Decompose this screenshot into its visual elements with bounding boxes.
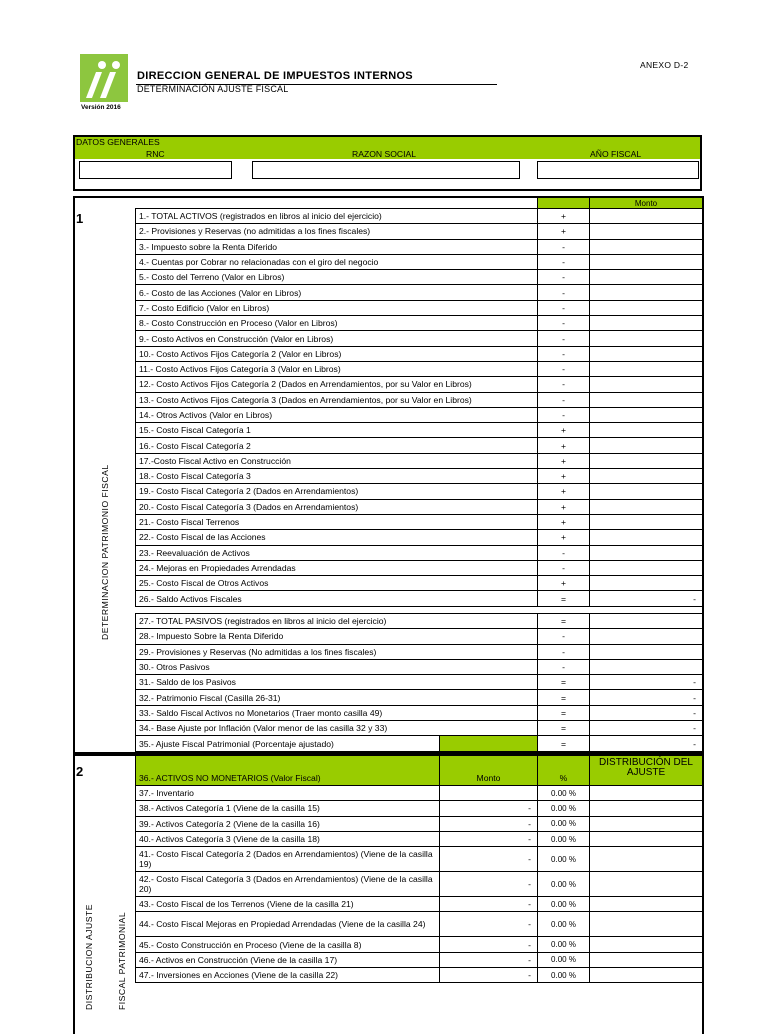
row-sign: - xyxy=(538,560,590,575)
pct-input-cell[interactable] xyxy=(440,736,538,751)
row-label: 30.- Otros Pasivos xyxy=(136,659,538,674)
section2-vertical-label-1: DISTRIBUCION AJUSTE xyxy=(84,904,94,1010)
row-monto-field[interactable]: - xyxy=(440,912,538,937)
row-label: 8.- Costo Construcción en Proceso (Valor en Libros) xyxy=(136,316,538,331)
row-distribution-field[interactable] xyxy=(590,831,703,846)
row-monto-field[interactable]: - xyxy=(440,847,538,872)
row-monto-field[interactable]: - xyxy=(440,952,538,967)
row-label: 43.- Costo Fiscal de los Terrenos (Viene de la casilla 21) xyxy=(136,897,440,912)
pct-header: % xyxy=(538,756,590,786)
row-sign: = xyxy=(538,690,590,705)
row-sign: - xyxy=(538,331,590,346)
liabilities-row xyxy=(136,675,703,690)
assets-row xyxy=(136,254,703,269)
row-monto-field[interactable]: - xyxy=(440,872,538,897)
row-monto-field[interactable] xyxy=(590,530,703,545)
row-label: 40.- Activos Categoría 3 (Viene de la casilla 18) xyxy=(136,831,440,846)
liabilities-row xyxy=(136,690,703,705)
row-label: 16.- Costo Fiscal Categoría 2 xyxy=(136,438,538,453)
assets-row xyxy=(136,407,703,422)
razon-social-label: RAZON SOCIAL xyxy=(352,149,416,159)
row-monto-field[interactable]: - xyxy=(590,690,703,705)
row-label: 34.- Base Ajuste por Inflación (Valor menor de las casilla 32 y 33) xyxy=(136,721,538,736)
row-label: 20.- Costo Fiscal Categoría 3 (Dados en Arrendamientos) xyxy=(136,499,538,514)
distribution-row xyxy=(136,937,703,952)
distribution-row xyxy=(136,786,703,801)
row-sign: - xyxy=(538,545,590,560)
row-label: 3.- Impuesto sobre la Renta Diferido xyxy=(136,239,538,254)
row-label: 31.- Saldo de los Pasivos xyxy=(136,675,538,690)
row-monto-field[interactable] xyxy=(590,514,703,529)
anio-fiscal-field[interactable] xyxy=(537,161,699,179)
row-sign: - xyxy=(538,659,590,674)
row-sign: + xyxy=(538,469,590,484)
row-sign: + xyxy=(538,438,590,453)
row-sign: - xyxy=(538,392,590,407)
row-monto-field[interactable]: - xyxy=(440,897,538,912)
row-label: 21.- Costo Fiscal Terrenos xyxy=(136,514,538,529)
row-label: 25.- Costo Fiscal de Otros Activos xyxy=(136,576,538,591)
assets-row xyxy=(136,438,703,453)
section1-table-assets xyxy=(135,197,703,607)
row-monto-field[interactable]: - xyxy=(440,831,538,846)
assets-row xyxy=(136,316,703,331)
row-monto-field[interactable] xyxy=(590,316,703,331)
row-sign: + xyxy=(538,530,590,545)
row-sign: + xyxy=(538,484,590,499)
distribution-row xyxy=(136,952,703,967)
row-pct: 0.00 % xyxy=(538,968,590,983)
row-monto-field[interactable]: - xyxy=(590,736,703,751)
row-monto-field[interactable] xyxy=(590,239,703,254)
row-monto-field[interactable] xyxy=(590,484,703,499)
liabilities-row xyxy=(136,614,703,629)
row-monto-field[interactable]: - xyxy=(440,968,538,983)
row-monto-field[interactable] xyxy=(440,786,538,801)
section2-vertical-label-2: FISCAL PATRIMONIAL xyxy=(117,911,127,1010)
row-monto-field[interactable] xyxy=(590,438,703,453)
row-monto-field[interactable] xyxy=(590,224,703,239)
liabilities-row xyxy=(136,705,703,720)
row-label: 46.- Activos en Construcción (Viene de la casilla 17) xyxy=(136,952,440,967)
assets-row xyxy=(136,392,703,407)
row-monto-field[interactable] xyxy=(590,469,703,484)
row-label: 7.- Costo Edificio (Valor en Libros) xyxy=(136,300,538,315)
row-label: 13.- Costo Activos Fijos Categoría 3 (Dados en Arrendamientos, por su Valor en Libros) xyxy=(136,392,538,407)
row-monto-field[interactable] xyxy=(590,407,703,422)
row-monto-field[interactable] xyxy=(590,423,703,438)
row-label: 17.-Costo Fiscal Activo en Construcción xyxy=(136,453,538,468)
row-monto-field[interactable] xyxy=(590,644,703,659)
row-sign: + xyxy=(538,209,590,224)
anio-fiscal-label: AÑO FISCAL xyxy=(590,149,642,159)
row-sign: - xyxy=(538,254,590,269)
row-monto-field[interactable]: - xyxy=(590,705,703,720)
row-distribution-field[interactable] xyxy=(590,847,703,872)
assets-row xyxy=(136,453,703,468)
assets-row xyxy=(136,591,703,606)
datos-generales-title: DATOS GENERALES xyxy=(76,137,160,147)
row-label: 23.- Reevaluación de Activos xyxy=(136,545,538,560)
assets-row xyxy=(136,514,703,529)
row-monto-field[interactable] xyxy=(590,576,703,591)
row-sign: - xyxy=(538,346,590,361)
assets-row xyxy=(136,377,703,392)
row-label: 22.- Costo Fiscal de las Acciones xyxy=(136,530,538,545)
row-monto-field[interactable] xyxy=(590,377,703,392)
row-sign: + xyxy=(538,576,590,591)
distribution-row xyxy=(136,897,703,912)
assets-row xyxy=(136,239,703,254)
assets-row xyxy=(136,499,703,514)
assets-row xyxy=(136,361,703,376)
liabilities-row xyxy=(136,736,703,751)
row-monto-field[interactable]: - xyxy=(590,675,703,690)
row-label: 39.- Activos Categoría 2 (Viene de la casilla 16) xyxy=(136,816,440,831)
assets-row xyxy=(136,560,703,575)
row-pct: 0.00 % xyxy=(538,816,590,831)
row-label: 1.- TOTAL ACTIVOS (registrados en libros al inicio del ejercicio) xyxy=(136,209,538,224)
org-title: DIRECCION GENERAL DE IMPUESTOS INTERNOS xyxy=(137,70,413,82)
assets-row xyxy=(136,300,703,315)
razon-social-field[interactable] xyxy=(252,161,520,179)
row-monto-field[interactable] xyxy=(590,629,703,644)
activos-no-monetarios-header: 36.- ACTIVOS NO MONETARIOS (Valor Fiscal) xyxy=(136,756,440,786)
row-label: 42.- Costo Fiscal Categoría 3 (Dados en Arrendamientos) (Viene de la casilla 20) xyxy=(136,872,440,897)
row-pct: 0.00 % xyxy=(538,897,590,912)
assets-row xyxy=(136,270,703,285)
liabilities-row xyxy=(136,629,703,644)
row-sign: - xyxy=(538,270,590,285)
row-sign: - xyxy=(538,377,590,392)
row-monto-field[interactable] xyxy=(590,254,703,269)
monto-header-2: Monto xyxy=(440,756,538,786)
row-distribution-field[interactable] xyxy=(590,786,703,801)
row-sign: - xyxy=(538,407,590,422)
row-distribution-field[interactable] xyxy=(590,968,703,983)
row-label: 37.- Inventario xyxy=(136,786,440,801)
section1-vertical-label: DETERMINACION PATRIMONIO FISCAL xyxy=(100,464,110,640)
row-monto-field[interactable] xyxy=(590,361,703,376)
row-monto-field[interactable]: - xyxy=(440,937,538,952)
assets-row xyxy=(136,469,703,484)
assets-row xyxy=(136,530,703,545)
row-label: 11.- Costo Activos Fijos Categoría 3 (Valor en Libros) xyxy=(136,361,538,376)
row-monto-field[interactable] xyxy=(590,560,703,575)
row-pct: 0.00 % xyxy=(538,912,590,937)
distribution-row xyxy=(136,801,703,816)
row-monto-field[interactable] xyxy=(590,453,703,468)
row-label: 27.- TOTAL PASIVOS (registrados en libros al inicio del ejercicio) xyxy=(136,614,538,629)
assets-row xyxy=(136,484,703,499)
row-monto-field[interactable] xyxy=(590,614,703,629)
row-pct: 0.00 % xyxy=(538,801,590,816)
row-monto-field[interactable] xyxy=(590,545,703,560)
row-distribution-field[interactable] xyxy=(590,897,703,912)
rnc-label: RNC xyxy=(146,149,165,159)
row-sign: + xyxy=(538,423,590,438)
row-sign: - xyxy=(538,285,590,300)
sign-header xyxy=(538,198,590,209)
row-monto-field[interactable] xyxy=(590,659,703,674)
row-distribution-field[interactable] xyxy=(590,872,703,897)
row-sign: + xyxy=(538,453,590,468)
version-label: Versión 2016 xyxy=(81,104,121,111)
section2-table xyxy=(135,755,703,983)
row-label: 24.- Mejoras en Propiedades Arrendadas xyxy=(136,560,538,575)
blank-header xyxy=(136,198,538,209)
row-pct: 0.00 % xyxy=(538,847,590,872)
row-label: 45.- Costo Construcción en Proceso (Viene de la casilla 8) xyxy=(136,937,440,952)
row-label: 2.- Provisiones y Reservas (no admitidas a los fines fiscales) xyxy=(136,224,538,239)
row-sign: - xyxy=(538,644,590,659)
distribution-row xyxy=(136,847,703,872)
row-label: 5.- Costo del Terreno (Valor en Libros) xyxy=(136,270,538,285)
distribution-row xyxy=(136,831,703,846)
row-label: 12.- Costo Activos Fijos Categoría 2 (Dados en Arrendamientos, por su Valor en Libros) xyxy=(136,377,538,392)
row-pct: 0.00 % xyxy=(538,831,590,846)
row-distribution-field[interactable] xyxy=(590,952,703,967)
row-label: 26.- Saldo Activos Fiscales xyxy=(136,591,538,606)
assets-row xyxy=(136,331,703,346)
row-sign: + xyxy=(538,514,590,529)
row-sign: + xyxy=(538,499,590,514)
row-monto-field[interactable] xyxy=(590,300,703,315)
row-label: 35.- Ajuste Fiscal Patrimonial (Porcentaje ajustado) xyxy=(136,736,440,751)
row-label: 6.- Costo de las Acciones (Valor en Libros) xyxy=(136,285,538,300)
distribution-row xyxy=(136,912,703,937)
row-monto-field[interactable]: - xyxy=(440,816,538,831)
row-label: 44.- Costo Fiscal Mejoras en Propiedad Arrendadas (Viene de la casilla 24) xyxy=(136,912,440,937)
row-monto-field[interactable] xyxy=(590,331,703,346)
row-sign: = xyxy=(538,705,590,720)
row-distribution-field[interactable] xyxy=(590,801,703,816)
assets-row xyxy=(136,346,703,361)
row-label: 9.- Costo Activos en Construcción (Valor en Libros) xyxy=(136,331,538,346)
row-label: 33.- Saldo Fiscal Activos no Monetarios (Traer monto casilla 49) xyxy=(136,705,538,720)
form-subtitle: DETERMINACIÓN AJUSTE FISCAL xyxy=(137,84,289,94)
row-monto-field[interactable]: - xyxy=(590,591,703,606)
row-label: 41.- Costo Fiscal Categoría 2 (Dados en Arrendamientos) (Viene de la casilla 19) xyxy=(136,847,440,872)
row-pct: 0.00 % xyxy=(538,786,590,801)
row-label: 29.- Provisiones y Reservas (No admitidas a los fines fiscales) xyxy=(136,644,538,659)
assets-row xyxy=(136,224,703,239)
liabilities-row xyxy=(136,644,703,659)
dgii-logo xyxy=(80,54,128,102)
liabilities-row xyxy=(136,659,703,674)
row-distribution-field[interactable] xyxy=(590,816,703,831)
assets-row xyxy=(136,209,703,224)
row-pct: 0.00 % xyxy=(538,952,590,967)
row-monto-field[interactable] xyxy=(590,392,703,407)
assets-row xyxy=(136,576,703,591)
row-pct: 0.00 % xyxy=(538,872,590,897)
row-monto-field[interactable] xyxy=(590,285,703,300)
row-sign: + xyxy=(538,224,590,239)
distribution-row xyxy=(136,872,703,897)
section1-number: 1 xyxy=(76,211,84,226)
row-label: 10.- Costo Activos Fijos Categoría 2 (Valor en Libros) xyxy=(136,346,538,361)
row-sign: - xyxy=(538,239,590,254)
row-sign: - xyxy=(538,361,590,376)
row-monto-field[interactable] xyxy=(590,270,703,285)
row-label: 32.- Patrimonio Fiscal (Casilla 26-31) xyxy=(136,690,538,705)
rnc-field[interactable] xyxy=(79,161,232,179)
row-label: 38.- Activos Categoría 1 (Viene de la casilla 15) xyxy=(136,801,440,816)
row-sign: = xyxy=(538,614,590,629)
assets-row xyxy=(136,285,703,300)
assets-row xyxy=(136,545,703,560)
annex-label: ANEXO D-2 xyxy=(640,60,689,70)
distribution-row xyxy=(136,816,703,831)
row-label: 4.- Cuentas por Cobrar no relacionadas con el giro del negocio xyxy=(136,254,538,269)
row-sign: - xyxy=(538,300,590,315)
row-monto-field[interactable] xyxy=(590,209,703,224)
row-label: 14.- Otros Activos (Valor en Libros) xyxy=(136,407,538,422)
row-distribution-field[interactable] xyxy=(590,912,703,937)
row-label: 28.- Impuesto Sobre la Renta Diferido xyxy=(136,629,538,644)
row-sign: - xyxy=(538,316,590,331)
row-label: 15.- Costo Fiscal Categoría 1 xyxy=(136,423,538,438)
row-monto-field[interactable]: - xyxy=(440,801,538,816)
monto-header: Monto xyxy=(590,198,703,209)
row-monto-field[interactable] xyxy=(590,499,703,514)
row-distribution-field[interactable] xyxy=(590,937,703,952)
section1-table-liabilities xyxy=(135,613,703,752)
row-pct: 0.00 % xyxy=(538,937,590,952)
row-label: 47.- Inversiones en Acciones (Viene de la casilla 22) xyxy=(136,968,440,983)
section2-number: 2 xyxy=(76,764,84,779)
distribucion-header: DISTRIBUCIÓN DEL AJUSTE xyxy=(590,756,703,786)
assets-row xyxy=(136,423,703,438)
distribution-row xyxy=(136,968,703,983)
row-sign: = xyxy=(538,591,590,606)
row-sign: - xyxy=(538,629,590,644)
row-monto-field[interactable] xyxy=(590,346,703,361)
row-sign: = xyxy=(538,721,590,736)
row-label: 18.- Costo Fiscal Categoría 3 xyxy=(136,469,538,484)
row-sign: = xyxy=(538,675,590,690)
row-monto-field[interactable]: - xyxy=(590,721,703,736)
row-sign: = xyxy=(538,736,590,751)
row-label: 19.- Costo Fiscal Categoría 2 (Dados en Arrendamientos) xyxy=(136,484,538,499)
liabilities-row xyxy=(136,721,703,736)
